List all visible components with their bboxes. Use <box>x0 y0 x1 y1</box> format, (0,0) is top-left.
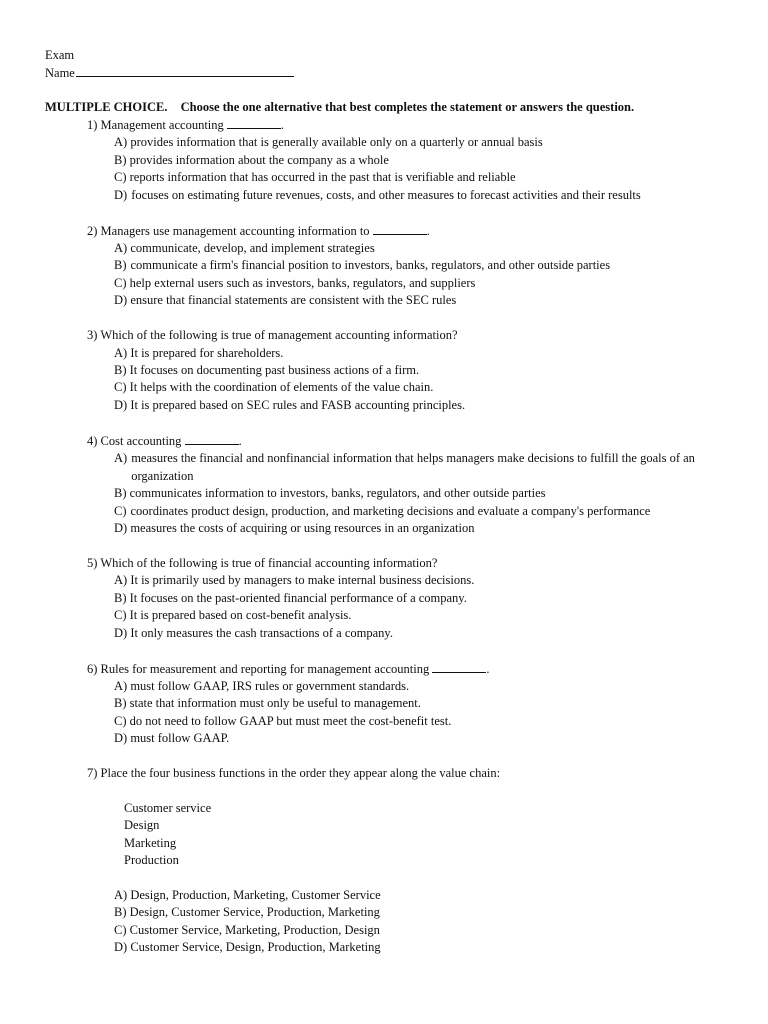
question-suffix: . <box>280 118 285 132</box>
instructions <box>45 99 634 116</box>
answer-option[interactable] <box>0 362 768 379</box>
answer-option[interactable] <box>0 922 768 939</box>
question-number: 1) <box>87 118 98 132</box>
option-letter: C) <box>114 922 127 937</box>
option-text: provides information that is generally available only on a quarterly or annual basis <box>130 135 543 150</box>
answer-option[interactable] <box>0 678 768 695</box>
option-text: It is prepared based on SEC rules and FASB accounting principles. <box>130 397 466 412</box>
option-letter: B) <box>114 486 127 501</box>
answer-option[interactable] <box>0 345 768 362</box>
answer-option[interactable] <box>0 904 768 921</box>
option-text: must follow GAAP. <box>130 731 230 746</box>
answer-option[interactable] <box>0 887 768 904</box>
option-text: must follow GAAP, IRS rules or government standards. <box>130 678 410 693</box>
question-number: 6) <box>87 661 98 676</box>
option-text: It only measures the cash transactions of a company. <box>130 625 393 640</box>
option-text: communicate, develop, and implement strategies <box>130 241 375 256</box>
value-chain-item: Production <box>124 853 179 868</box>
option-letter: A) <box>114 241 128 256</box>
exam-header <box>45 47 294 83</box>
question <box>0 555 768 642</box>
question <box>0 222 768 310</box>
option-letter: A) <box>114 451 128 466</box>
question-number: 7) <box>87 766 98 781</box>
question-text: Management accounting <box>100 118 224 132</box>
answer-option[interactable] <box>0 695 768 712</box>
option-letter: D) <box>114 625 128 640</box>
question-suffix: . <box>486 661 490 676</box>
answer-option[interactable] <box>0 397 768 414</box>
option-text: do not need to follow GAAP but must meet the cost-benefit test. <box>129 713 452 728</box>
option-text: ensure that financial statements are consistent with the SEC rules <box>130 293 457 308</box>
answer-option[interactable] <box>0 152 768 169</box>
answer-option[interactable] <box>0 379 768 396</box>
answer-option[interactable] <box>0 169 768 186</box>
question-stem <box>0 116 768 134</box>
answer-option[interactable] <box>0 503 768 520</box>
question-number: 2) <box>87 223 98 238</box>
option-text: Design, Customer Service, Production, Marketing <box>129 905 380 920</box>
option-letter: A) <box>114 678 128 693</box>
option-text: state that information must only be useful to management. <box>129 696 421 711</box>
question-text: Place the four business functions in the order they appear along the value chain: <box>100 766 501 781</box>
option-text: measures the financial and nonfinancial information that helps managers make decisions to fulfill the goals of an organization <box>131 451 695 483</box>
option-text: communicate a firm's financial position to investors, banks, regulators, and other outside parties <box>130 258 611 273</box>
question-stem <box>0 327 768 344</box>
option-letter: B) <box>114 152 127 167</box>
option-letter: D) <box>114 187 128 202</box>
name-underline[interactable] <box>76 64 294 77</box>
name-label: Name <box>45 66 75 81</box>
option-text: coordinates product design, production, and marketing decisions and evaluate a company's performance <box>130 503 651 518</box>
answer-option[interactable] <box>0 485 768 502</box>
option-text: It focuses on the past-oriented financial performance of a company. <box>129 590 467 605</box>
answer-option[interactable] <box>0 590 768 607</box>
option-letter: A) <box>114 135 128 150</box>
answer-blank <box>185 432 239 445</box>
question <box>0 432 768 537</box>
answer-option[interactable] <box>0 275 768 292</box>
value-chain-item: Marketing <box>124 835 177 850</box>
option-text: Customer Service, Marketing, Production, Design <box>129 922 380 937</box>
question-suffix: . <box>238 433 242 448</box>
answer-option[interactable] <box>0 257 768 274</box>
option-letter: B) <box>114 363 127 378</box>
value-chain-item: Design <box>124 818 160 833</box>
option-letter: C) <box>114 503 127 518</box>
option-letter: A) <box>114 345 128 360</box>
option-letter: D) <box>114 731 128 746</box>
option-letter: A) <box>114 573 128 588</box>
option-text: provides information about the company as a whole <box>129 152 389 167</box>
option-letter: C) <box>114 170 127 185</box>
option-text: Customer Service, Design, Production, Marketing <box>130 940 381 955</box>
answer-option[interactable] <box>0 713 768 730</box>
option-letter: C) <box>114 275 127 290</box>
question-stem <box>0 222 768 240</box>
answer-option[interactable] <box>0 450 768 485</box>
question <box>0 327 768 414</box>
value-chain-item: Customer service <box>124 800 212 815</box>
name-line <box>45 64 294 82</box>
option-text: It helps with the coordination of elements of the value chain. <box>129 380 434 395</box>
answer-option[interactable] <box>0 520 768 537</box>
question-number: 4) <box>87 433 98 448</box>
answer-option[interactable] <box>0 625 768 642</box>
option-text: reports information that has occurred in the past that is verifiable and reliable <box>129 170 516 185</box>
question-stem <box>0 555 768 572</box>
question-text: Cost accounting <box>100 433 182 448</box>
question-stem <box>0 432 768 450</box>
option-text: communicates information to investors, banks, regulators, and other outside parties <box>129 486 546 501</box>
question <box>0 116 768 204</box>
question-text: Managers use management accounting information to <box>100 223 370 238</box>
option-text: It is prepared based on cost-benefit analysis. <box>129 608 352 623</box>
option-letter: C) <box>114 713 127 728</box>
answer-option[interactable] <box>0 134 768 151</box>
question-number: 5) <box>87 555 98 570</box>
question-list <box>0 116 768 974</box>
option-text: It focuses on documenting past business actions of a firm. <box>129 363 420 378</box>
answer-option[interactable] <box>0 939 768 956</box>
option-text: focuses on estimating future revenues, costs, and other measures to forecast activities and their results <box>131 187 641 202</box>
option-letter: D) <box>114 520 128 535</box>
option-letter: D) <box>114 397 128 412</box>
instructions-heading: MULTIPLE CHOICE. <box>45 100 168 114</box>
question <box>0 765 768 956</box>
question-stem <box>0 660 768 678</box>
question-text: Rules for measurement and reporting for management accounting <box>100 661 430 676</box>
option-letter: B) <box>114 590 127 605</box>
option-letter: C) <box>114 380 127 395</box>
answer-option[interactable] <box>0 292 768 309</box>
question-text: Which of the following is true of management accounting information? <box>100 328 458 343</box>
option-letter: B) <box>114 696 127 711</box>
option-text: help external users such as investors, banks, regulators, and suppliers <box>129 275 476 290</box>
answer-option[interactable] <box>0 187 768 204</box>
option-text: measures the costs of acquiring or using resources in an organization <box>130 520 475 535</box>
option-letter: D) <box>114 940 128 955</box>
answer-blank <box>227 116 281 129</box>
answer-option[interactable] <box>0 607 768 624</box>
answer-blank <box>432 660 486 673</box>
option-text: It is prepared for shareholders. <box>130 345 284 360</box>
value-chain-list <box>0 800 768 870</box>
answer-option[interactable] <box>0 572 768 589</box>
option-letter: C) <box>114 608 127 623</box>
option-text: It is primarily used by managers to make internal business decisions. <box>130 573 475 588</box>
answer-option[interactable] <box>0 730 768 747</box>
question-stem <box>0 765 768 782</box>
exam-title: Exam <box>45 48 75 62</box>
option-letter: B) <box>114 905 127 920</box>
option-letter: A) <box>114 887 128 902</box>
answer-option[interactable] <box>0 240 768 257</box>
question <box>0 660 768 748</box>
answer-blank <box>373 222 427 235</box>
question-text: Which of the following is true of financial accounting information? <box>100 555 438 570</box>
question-number: 3) <box>87 328 98 343</box>
option-letter: D) <box>114 293 128 308</box>
instructions-text: Choose the one alternative that best completes the statement or answers the question. <box>180 100 635 114</box>
option-letter: B) <box>114 258 127 273</box>
question-suffix: . <box>426 223 430 238</box>
option-text: Design, Production, Marketing, Customer Service <box>130 887 381 902</box>
